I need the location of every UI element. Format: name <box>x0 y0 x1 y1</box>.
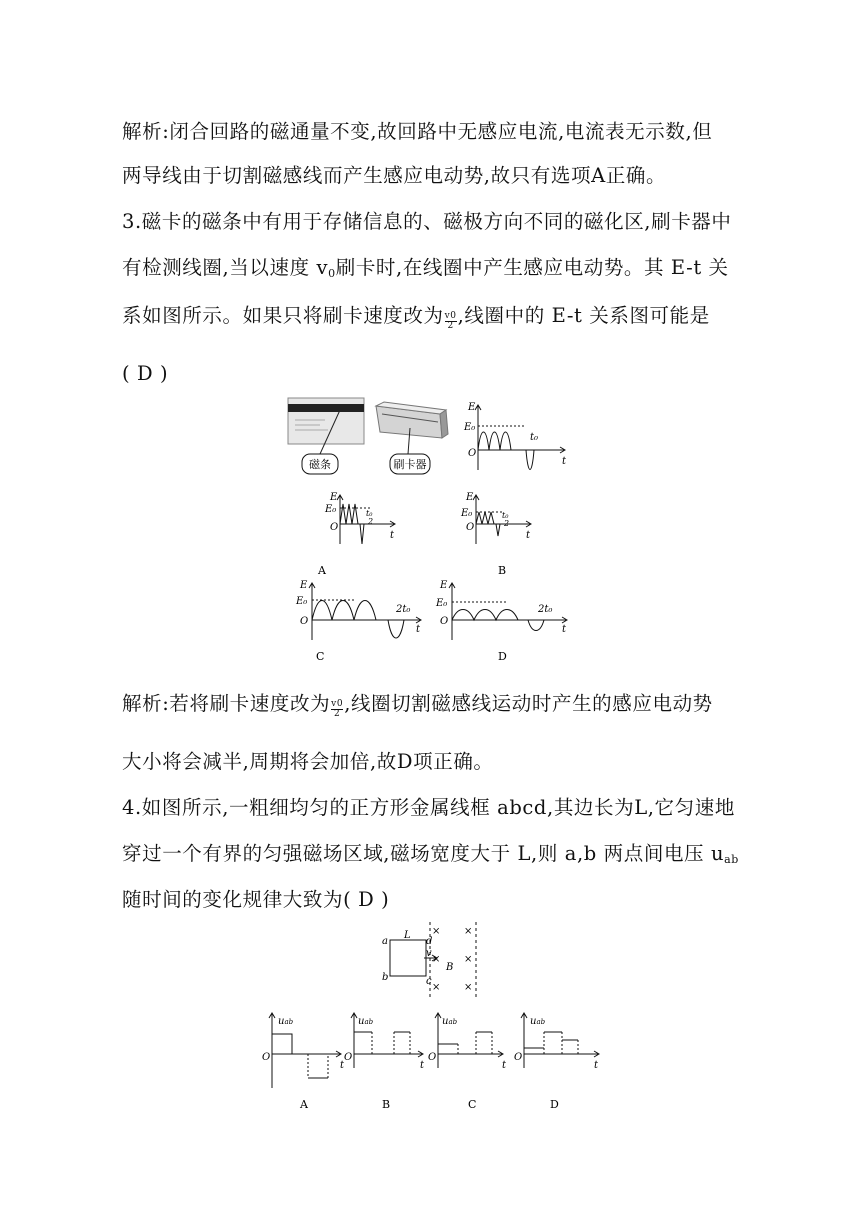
option-a-graph <box>337 495 395 544</box>
field-b-label: B <box>446 962 454 973</box>
e0-label: E₀ <box>464 422 476 433</box>
card-label: 磁条 <box>309 458 331 471</box>
t0-label: t₀ <box>530 432 539 443</box>
cross-mark: × <box>432 926 441 937</box>
solution-line-2: 两导线由于切割磁感线而产生感应电动势,故只有选项A正确。 <box>122 164 667 187</box>
cross-mark: × <box>464 926 473 937</box>
half-t0-den: 2 <box>504 519 510 528</box>
cross-mark: × <box>464 982 473 993</box>
sol3-text: 解析:若将刷卡速度改为 <box>122 692 331 715</box>
corner-a-label: a <box>382 936 388 947</box>
original-e-t-graph <box>475 405 565 470</box>
corner-d-label: d <box>426 936 433 947</box>
corner-b-label: b <box>382 972 389 983</box>
side-length-label: L <box>404 930 411 941</box>
axis-e-label: E <box>330 492 338 503</box>
axis-e-label: E <box>466 492 474 503</box>
option-b-label: B <box>382 1098 391 1111</box>
q3-text: ,线圈中的 E-t 关系图可能是 <box>457 304 710 327</box>
axis-e-label: E <box>300 580 308 591</box>
origin-label: O <box>330 522 339 533</box>
option-a-label: A <box>318 564 326 577</box>
option-d-label: D <box>498 650 507 663</box>
origin-label: O <box>468 448 477 459</box>
question-3-line-1: 3.磁卡的磁条中有用于存储信息的、磁极方向不同的磁化区,刷卡器中 <box>122 210 732 233</box>
fraction-denominator: 2 <box>445 321 457 331</box>
option-b-label: B <box>498 564 507 577</box>
option-c-label: C <box>316 650 325 663</box>
e0-label: E₀ <box>325 504 337 515</box>
question-3-line-3 <box>122 300 710 331</box>
axis-e-label: E <box>468 402 476 413</box>
axis-t-label: t <box>416 624 421 635</box>
cross-mark: × <box>432 982 441 993</box>
half-t0-label: t₀ <box>366 509 373 518</box>
axis-t-label: t <box>562 624 567 635</box>
origin-label: O <box>514 1052 523 1063</box>
e0-label: E₀ <box>436 598 448 609</box>
option-a-label: A <box>300 1098 308 1111</box>
origin-label: O <box>466 522 475 533</box>
question-3-answer: ( D ) <box>122 362 169 385</box>
e0-label: E₀ <box>296 596 308 607</box>
figure-4-frame <box>370 920 500 1002</box>
cross-mark: × <box>432 954 441 965</box>
half-t0-den: 2 <box>368 517 374 526</box>
two-t0-label: 2t₀ <box>538 604 553 615</box>
cross-mark: × <box>464 954 473 965</box>
figure-4-graphs <box>258 1008 608 1116</box>
solution-line-1: 解析:闭合回路的磁通量不变,故回路中无感应电流,电流表无示数,但 <box>122 120 713 143</box>
question-4-line-2 <box>122 838 739 866</box>
reader-label: 刷卡器 <box>393 458 427 471</box>
question-4-line-1: 4.如图所示,一粗细均匀的正方形金属线框 abcd,其边长为L,它匀速地 <box>122 796 735 819</box>
t-label: t <box>340 1060 345 1071</box>
u-label: uab <box>358 1016 374 1027</box>
subscript: 0 <box>328 267 336 280</box>
q3-text: 系如图所示。如果只将刷卡速度改为 <box>122 304 444 327</box>
q3-text: 刷卡时,在线圈中产生感应电动势。其 E-t 关 <box>335 256 729 279</box>
two-t0-label: 2t₀ <box>396 604 411 615</box>
corner-c-label: c <box>426 976 432 987</box>
card-reader-image <box>376 402 448 474</box>
u-label: uab <box>530 1016 546 1027</box>
figure-3 <box>270 392 590 668</box>
question-3-line-2 <box>122 252 729 280</box>
axis-t-label: t <box>562 456 567 467</box>
q3-text: 有检测线圈,当以速度 v <box>122 256 329 279</box>
fraction-numerator: v0 <box>331 699 344 709</box>
fraction-denominator: 2 <box>331 709 343 719</box>
t-label: t <box>594 1060 599 1071</box>
solution-3-line-2: 大小将会减半,周期将会加倍,故D项正确。 <box>122 750 494 773</box>
origin-label: O <box>262 1052 271 1063</box>
e0-label: E₀ <box>461 508 473 519</box>
axis-e-label: E <box>440 580 448 591</box>
t-label: t <box>420 1060 425 1071</box>
u-label: uab <box>278 1016 294 1027</box>
option-d-label: D <box>550 1098 559 1111</box>
origin-label: O <box>344 1052 353 1063</box>
question-4-line-3: 随时间的变化规律大致为( D ) <box>122 888 390 911</box>
fraction <box>331 700 343 719</box>
q4-text: 穿过一个有界的匀强磁场区域,磁场宽度大于 L,则 a,b 两点间电压 u <box>122 842 725 865</box>
velocity-label: v <box>426 948 432 959</box>
solution-3-line-1 <box>122 688 713 719</box>
half-t0-label: t₀ <box>502 511 509 520</box>
fraction <box>445 312 457 331</box>
magnetic-card-image <box>288 398 364 474</box>
t-label: t <box>502 1060 507 1071</box>
u-label: uab <box>442 1016 458 1027</box>
sol3-text: ,线圈切割磁感线运动时产生的感应电动势 <box>344 692 713 715</box>
axis-t-label: t <box>390 530 395 541</box>
origin-label: O <box>440 616 449 627</box>
subscript: ab <box>724 853 739 866</box>
origin-label: O <box>300 616 309 627</box>
axis-t-label: t <box>526 530 531 541</box>
origin-label: O <box>428 1052 437 1063</box>
fraction-numerator: v0 <box>444 311 457 321</box>
option-c-label: C <box>468 1098 477 1111</box>
